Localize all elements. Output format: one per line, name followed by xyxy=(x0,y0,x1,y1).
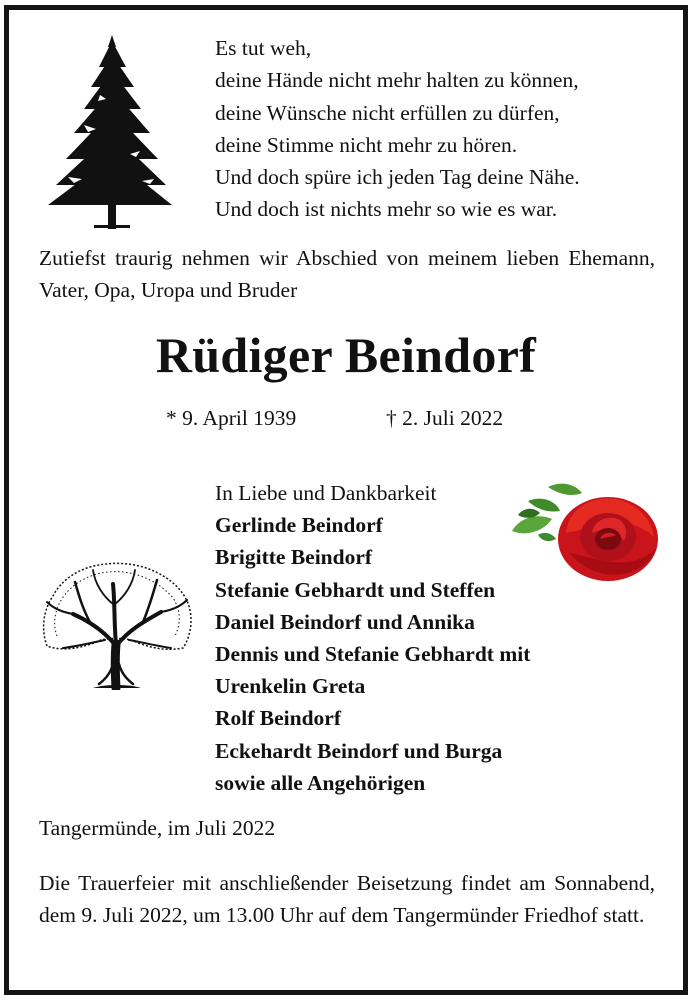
poem-line: deine Hände nicht mehr halten zu können, xyxy=(215,68,579,93)
mourner-name: Daniel Beindorf und Annika xyxy=(215,609,475,634)
mourners-heading: In Liebe und Dankbarkeit xyxy=(215,481,437,505)
mourner-name: Dennis und Stefanie Gebhardt mit xyxy=(215,642,531,667)
fir-tree-icon xyxy=(44,33,174,233)
mourners-list xyxy=(215,477,615,799)
deceased-name: Rüdiger Beindorf xyxy=(155,327,537,383)
birth-date: * 9. April 1939 xyxy=(166,406,297,430)
place-date: Tangermünde, im Juli 2022 xyxy=(39,816,276,840)
mourner-name: Rolf Beindorf xyxy=(215,706,342,731)
poem xyxy=(215,32,665,226)
mourner-name: Eckehardt Beindorf und Burga xyxy=(215,738,503,763)
poem-line: Es tut weh, xyxy=(215,36,312,60)
death-date: † 2. Juli 2022 xyxy=(386,406,504,430)
intro-text: Zutiefst traurig nehmen wir Abschied von meinem lieben Ehemann, Vater, Opa, Uropa und Bruder xyxy=(39,246,655,302)
mourner-name: Brigitte Beindorf xyxy=(215,545,373,570)
mourner-name: Urenkelin Greta xyxy=(215,674,366,699)
poem-line: deine Stimme nicht mehr zu hören. xyxy=(215,132,518,157)
poem-line: Und doch spüre ich jeden Tag deine Nähe. xyxy=(215,165,580,190)
mourner-name: sowie alle Angehörigen xyxy=(215,770,426,795)
poem-line: deine Wünsche nicht erfüllen zu dürfen, xyxy=(215,100,560,125)
funeral-notice: Die Trauerfeier mit anschließender Beisetzung findet am Sonnabend, dem 9. Juli 2022, um 13.00 Uhr auf dem Tangermünder Friedhof statt. xyxy=(39,871,655,927)
oak-tree-icon xyxy=(39,560,194,690)
mourner-name: Gerlinde Beindorf xyxy=(215,513,383,538)
mourner-name: Stefanie Gebhardt und Steffen xyxy=(215,577,496,602)
poem-line: Und doch ist nichts mehr so wie es war. xyxy=(215,197,558,222)
